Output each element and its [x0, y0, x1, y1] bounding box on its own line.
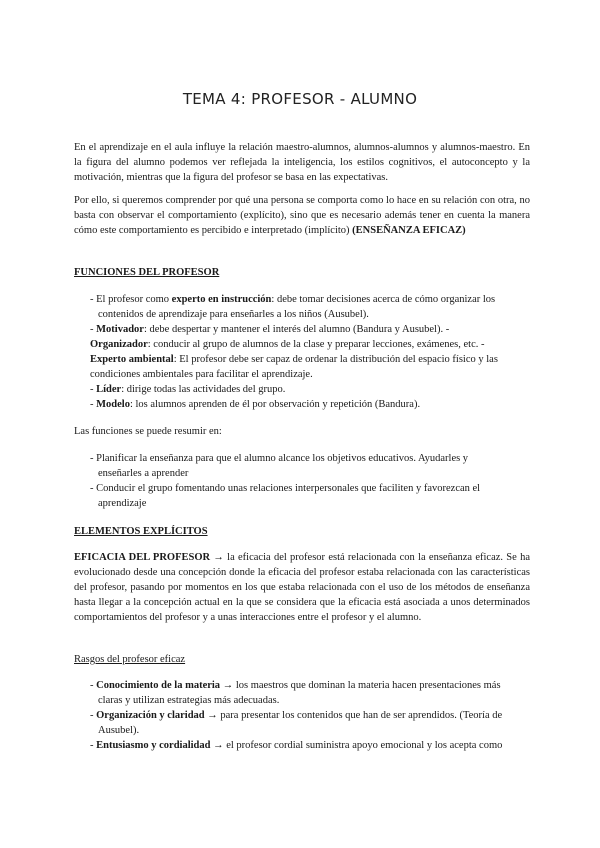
- intro-paragraph-1: [74, 140, 530, 185]
- intro-bold-term: (ENSEÑANZA EFICAZ): [352, 225, 466, 236]
- item-text: : conducir al grupo de alumnos de la clase y preparar lecciones, exámenes, etc. -: [147, 339, 485, 350]
- list-item-continuation: condiciones ambientales para facilitar el aprendizaje.: [90, 369, 313, 380]
- list-item: [90, 708, 530, 723]
- item-text: -: [90, 399, 97, 410]
- rasgos-list: [90, 678, 530, 753]
- list-item: [90, 382, 530, 397]
- item-text: → los maestros que dominan la materia hacen presentaciones más: [220, 680, 501, 691]
- rasgos-heading: Rasgos del profesor eficaz: [74, 654, 186, 665]
- intro-paragraph-2: [74, 193, 530, 238]
- item-text: : debe tomar decisiones acerca de cómo organizar los: [271, 294, 496, 305]
- item-text: → para presentar los contenidos que han de ser aprendidos. (Teoría de: [204, 710, 503, 721]
- list-item: [90, 397, 530, 412]
- item-text: -: [90, 324, 97, 335]
- eficacia-text: → la eficacia del profesor está relacionada con la enseñanza eficaz. Se ha evolucionado desde una concepción donde la eficacia del profesor estaba relacionada con las características del profesor, pasando por momentos en los que estaba relacionada con el uso de los métodos de enseñanza hasta llegar a la concepción actual en la que se considera que la eficacia está asociada a unos determinados comportamientos del profesor y a unas interacciones entre el profesor y el alumno.: [74, 552, 530, 623]
- list-item-continuation: contenidos de aprendizaje para enseñarles a los niños (Ausubel).: [98, 309, 369, 320]
- list-item-continuation: enseñarles a aprender: [98, 468, 189, 479]
- intro-text-1: En el aprendizaje en el aula influye la relación maestro-alumnos, alumnos-alumnos y alumnos-maestro. En la figura del alumno podemos ver reflejada la inteligencia, los estilos cognitivos, el autoconcepto y la motivación, mientras que la figura del profesor se basa en las expectativas.: [74, 142, 530, 183]
- list-item: [90, 322, 530, 337]
- item-bold: Conocimiento de la materia: [96, 680, 221, 691]
- item-bold: Modelo: [96, 399, 130, 410]
- list-item: - Conducir el grupo fomentando unas relaciones interpersonales que faciliten y favorezcan el: [90, 483, 481, 494]
- eficacia-paragraph: [74, 550, 530, 625]
- item-text: : dirige todas las actividades del grupo.: [121, 384, 286, 395]
- item-text: -: [90, 680, 97, 691]
- eficacia-bold-term: EFICACIA DEL PROFESOR: [74, 552, 211, 563]
- item-bold: Experto ambiental: [90, 354, 174, 365]
- item-text: : El profesor debe ser capaz de ordenar la distribución del espacio físico y las: [173, 354, 498, 365]
- item-bold: Organización y claridad: [96, 710, 205, 721]
- item-text: - El profesor como: [90, 294, 172, 305]
- item-text: -: [90, 710, 97, 721]
- intro-text-2: Por ello, si queremos comprender por qué una persona se comporta como lo hace en su relación con otra, no basta con observar el comportamiento (explícito), sino que es necesario además tener en cuenta la manera cómo este comportamiento es percibido e interpretado (implícito): [74, 195, 530, 236]
- list-item-continuation: aprendizaje: [98, 498, 147, 509]
- list-item-continuation: Ausubel).: [98, 725, 140, 736]
- list-item: [90, 292, 530, 307]
- item-bold: Motivador: [96, 324, 144, 335]
- list-item: - Planificar la enseñanza para que el alumno alcance los objetivos educativos. Ayudarles y: [90, 453, 469, 464]
- item-text: : debe despertar y mantener el interés del alumno (Bandura y Ausubel). -: [143, 324, 450, 335]
- funciones-list: [90, 292, 530, 412]
- item-text: : los alumnos aprenden de él por observación y repetición (Bandura).: [129, 399, 421, 410]
- list-item: [90, 678, 530, 693]
- item-text: -: [90, 740, 97, 751]
- section-heading-funciones: FUNCIONES DEL PROFESOR: [74, 267, 220, 278]
- page-title: TEMA 4: PROFESOR - ALUMNO: [182, 90, 418, 108]
- item-text: → el profesor cordial suministra apoyo emocional y los acepta como: [210, 740, 503, 751]
- list-item-continuation: claras y utilizan estrategias más adecuadas.: [98, 695, 280, 706]
- resumen-list: [90, 451, 530, 511]
- resumen-intro: Las funciones se puede resumir en:: [74, 426, 222, 437]
- item-bold: experto en instrucción: [171, 294, 272, 305]
- item-bold: Líder: [96, 384, 122, 395]
- item-bold: Entusiasmo y cordialidad: [96, 740, 211, 751]
- list-item: [90, 337, 530, 352]
- list-item: [90, 352, 530, 367]
- item-text: -: [90, 384, 97, 395]
- list-item: [90, 738, 530, 753]
- item-bold: Organizador: [90, 339, 148, 350]
- section-heading-explicitos: ELEMENTOS EXPLÍCITOS: [74, 526, 208, 537]
